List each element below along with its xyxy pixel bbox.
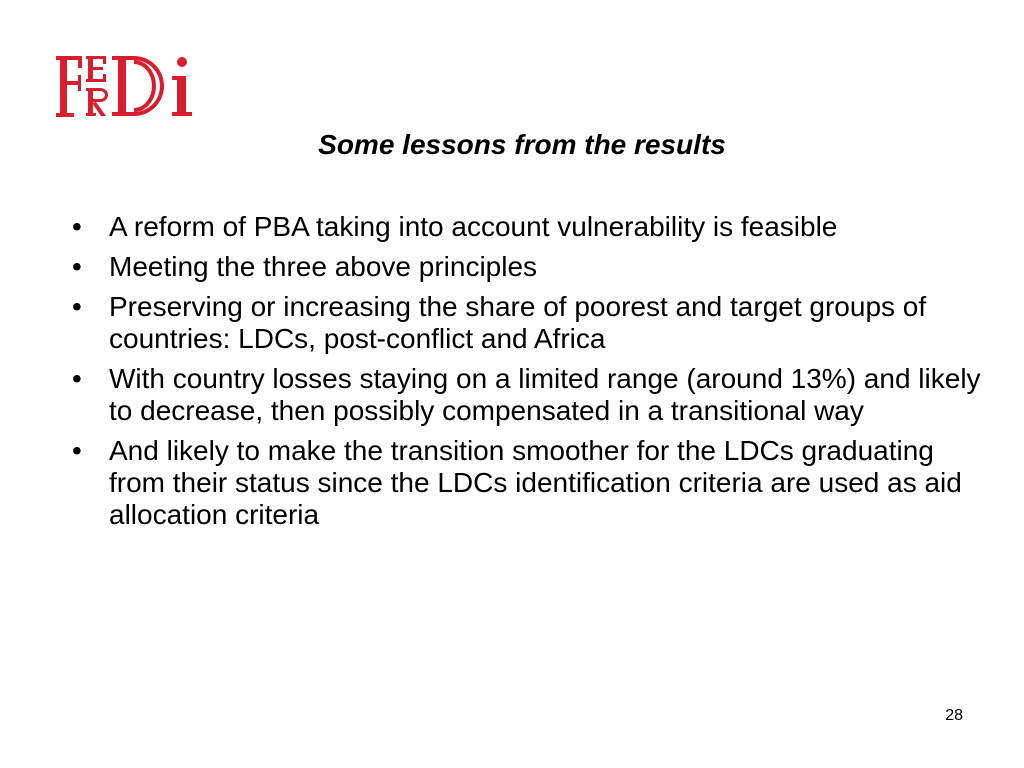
bullet-dot-icon: • xyxy=(72,435,82,466)
page-number: 28 xyxy=(945,707,963,724)
bullet-item xyxy=(72,251,982,283)
ferdi-logo xyxy=(56,52,226,124)
bullet-text: Meeting the three above principles xyxy=(109,251,538,282)
bullet-dot-icon: • xyxy=(72,211,82,242)
bullet-item xyxy=(72,291,982,355)
bullet-text: A reform of PBA taking into account vulnerability is feasible xyxy=(109,211,838,242)
bullet-list xyxy=(72,211,982,539)
bullet-dot-icon: • xyxy=(72,251,82,282)
bullet-text: And likely to make the transition smoother for the LDCs graduating from their status since the LDCs identification criteria are used as aid allocation criteria xyxy=(109,435,962,530)
bullet-item xyxy=(72,211,982,243)
ferdi-logo-mark xyxy=(56,56,192,117)
slide-title: Some lessons from the results xyxy=(318,129,726,160)
bullet-text: Preserving or increasing the share of poorest and target groups of countries: LDCs, post-conflict and Africa xyxy=(109,291,927,354)
bullet-dot-icon: • xyxy=(72,291,82,322)
bullet-dot-icon: • xyxy=(72,363,82,394)
bullet-item xyxy=(72,435,982,531)
bullet-text: With country losses staying on a limited range (around 13%) and likely to decrease, then possibly compensated in a transitional way xyxy=(109,363,981,426)
bullet-item xyxy=(72,363,982,427)
